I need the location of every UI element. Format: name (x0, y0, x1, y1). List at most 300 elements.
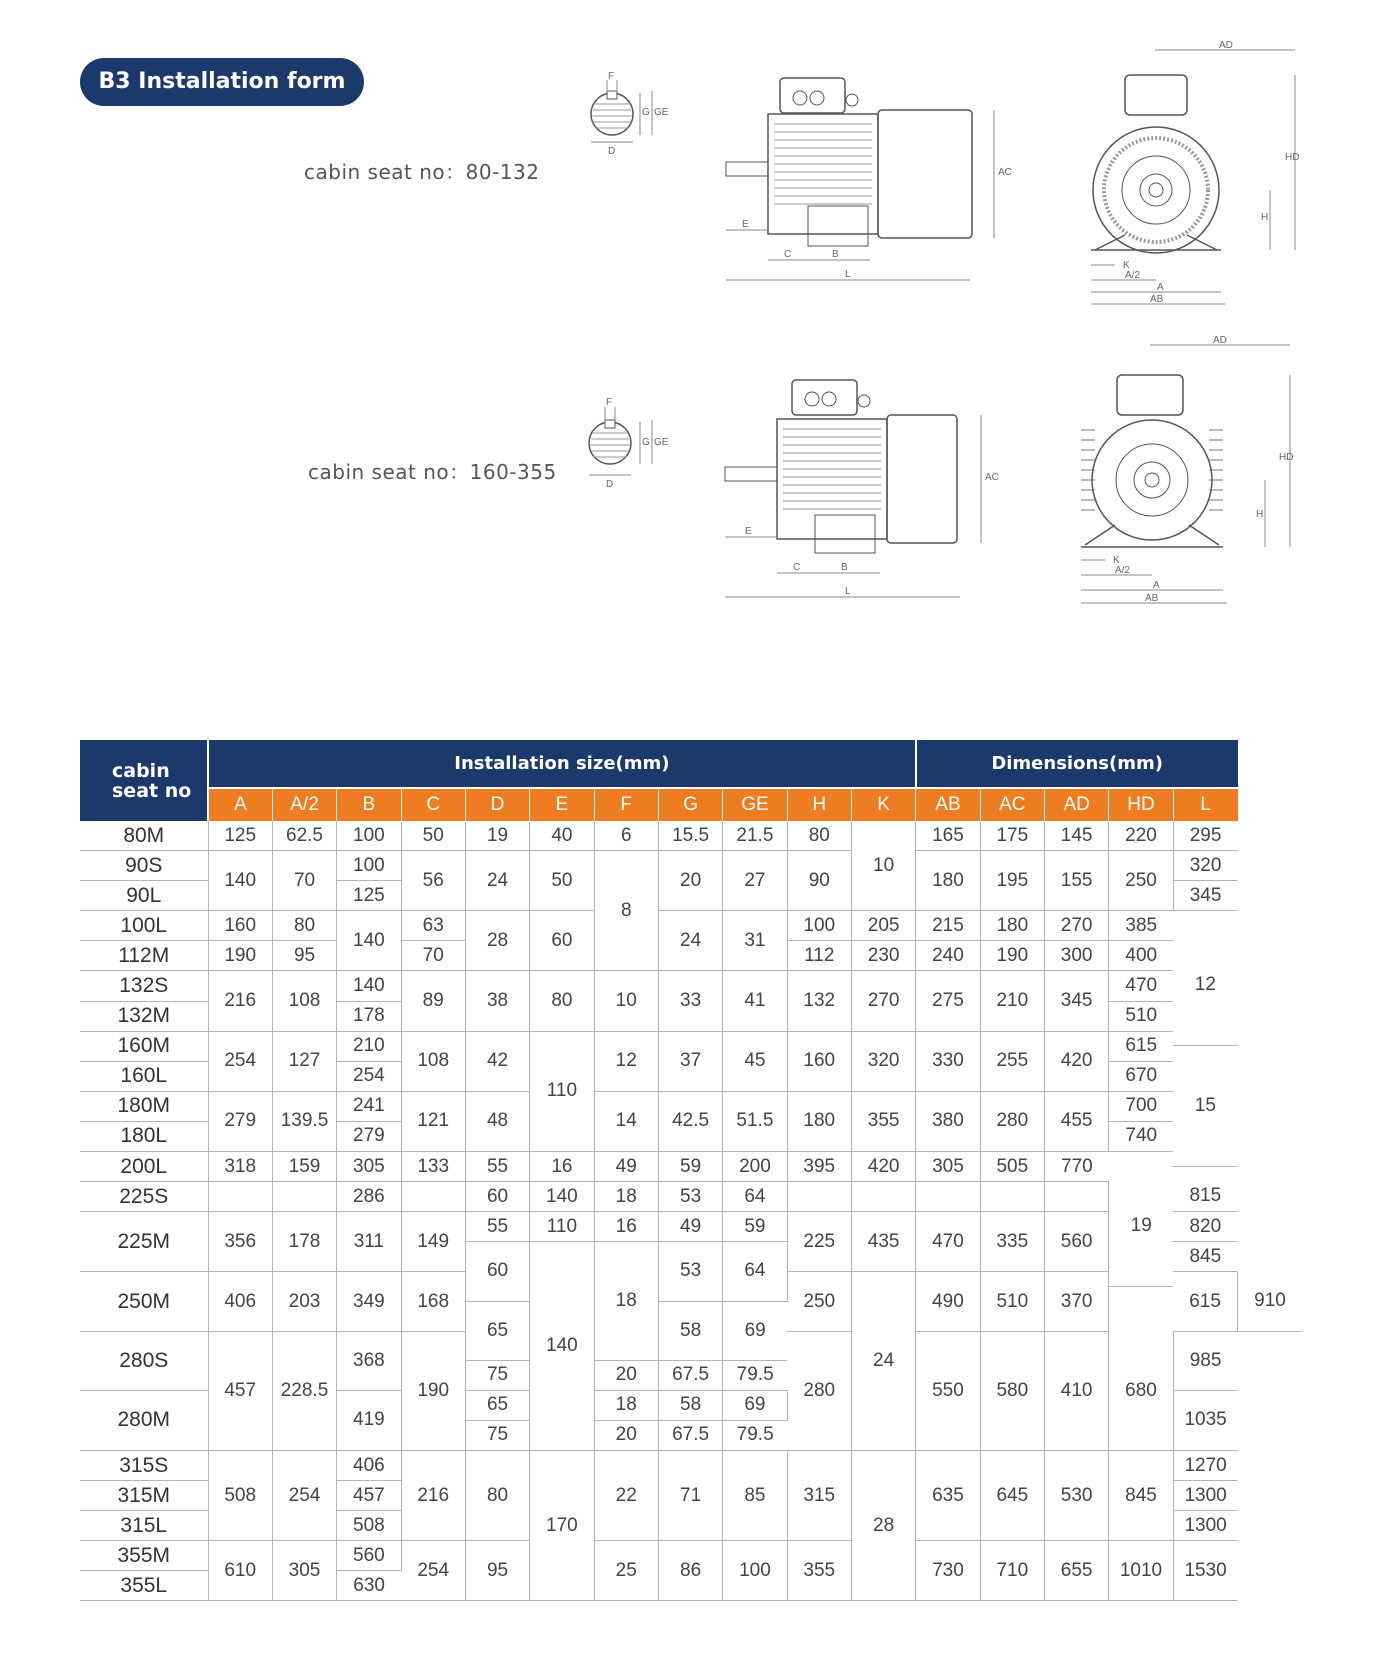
table-cell: 100 (787, 911, 851, 941)
table-cell: 355 (851, 1091, 915, 1151)
table-cell: 1530 (1173, 1541, 1237, 1601)
caption-seat-80-132: cabin seat no：80-132 (304, 160, 540, 184)
table-cell (980, 1182, 1044, 1212)
svg-text:F: F (608, 71, 615, 82)
table-row (80, 851, 1302, 866)
section-title-badge: B3 Installation form (80, 58, 364, 106)
table-cell: 50 (401, 821, 465, 851)
table-cell: 20 (594, 1420, 658, 1450)
table-cell: 730 (916, 1541, 980, 1601)
svg-text:AB: AB (1145, 593, 1159, 604)
table-cell: 71 (658, 1450, 722, 1540)
table-cell: 145 (1044, 821, 1108, 851)
header-dimensions: Dimensions(mm) (916, 740, 1238, 788)
table-cell: 58 (658, 1301, 722, 1360)
table-cell: 406 (208, 1272, 272, 1331)
table-cell: 12 (594, 1031, 658, 1091)
table-cell: 280 (787, 1331, 851, 1450)
table-cell: 28 (851, 1450, 915, 1600)
svg-text:AC: AC (985, 472, 999, 483)
table-cell: 33 (658, 971, 722, 1031)
table-cell: 615 (1173, 1272, 1237, 1331)
table-cell: 56 (401, 851, 465, 911)
table-cell: 295 (1173, 821, 1237, 851)
column-header: GE (723, 788, 787, 821)
table-cell: 22 (594, 1450, 658, 1540)
table-cell: 21.5 (723, 821, 787, 851)
table-cell: 470 (1109, 971, 1173, 1001)
cabin-seat-cell: 355M (80, 1541, 208, 1571)
table-cell: 240 (916, 941, 980, 971)
table-cell: 51.5 (723, 1091, 787, 1151)
motor-side-view-drawing-1 (720, 70, 1020, 290)
cabin-seat-cell: 280S (80, 1331, 208, 1390)
table-cell: 349 (337, 1272, 401, 1331)
table-cell: 125 (208, 821, 272, 851)
table-cell: 560 (1044, 1212, 1108, 1272)
table-cell: 165 (916, 821, 980, 851)
table-cell: 457 (208, 1331, 272, 1450)
table-cell: 1035 (1173, 1390, 1237, 1450)
table-cell: 210 (337, 1031, 401, 1061)
table-cell: 280 (980, 1091, 1044, 1151)
svg-text:E: E (742, 219, 749, 230)
table-cell: 345 (1173, 881, 1237, 911)
table-cell: 59 (723, 1212, 787, 1242)
table-cell: 59 (658, 1152, 722, 1182)
table-cell: 64 (723, 1182, 787, 1212)
table-cell: 100 (337, 821, 401, 851)
table-cell: 80 (465, 1450, 529, 1540)
table-cell: 241 (337, 1091, 401, 1121)
table-cell: 14 (594, 1091, 658, 1151)
cabin-seat-cell: 112M (80, 941, 208, 971)
table-cell: 20 (658, 851, 722, 911)
table-cell: 155 (1044, 851, 1108, 911)
table-cell: 53 (658, 1182, 722, 1212)
table-cell: 75 (465, 1420, 529, 1450)
table-cell: 254 (401, 1541, 465, 1601)
table-cell: 62.5 (272, 821, 336, 851)
svg-text:A: A (1157, 282, 1164, 293)
table-cell: 80 (530, 971, 594, 1031)
table-cell: 645 (980, 1450, 1044, 1540)
table-cell: 355 (787, 1541, 851, 1601)
table-cell: 50 (530, 851, 594, 911)
table-cell: 95 (465, 1541, 529, 1601)
table-cell: 49 (594, 1152, 658, 1182)
table-cell: 140 (530, 1242, 594, 1451)
table-cell: 70 (401, 941, 465, 971)
svg-text:A: A (1153, 580, 1160, 591)
table-cell: 55 (465, 1152, 529, 1182)
column-header: AB (916, 788, 980, 821)
column-header: H (787, 788, 851, 821)
table-cell: 168 (401, 1272, 465, 1331)
svg-text:F: F (606, 397, 613, 408)
table-cell (787, 1182, 851, 1212)
table-cell: 406 (337, 1450, 401, 1480)
svg-text:AC: AC (998, 167, 1012, 178)
table-cell: 470 (916, 1212, 980, 1272)
table-row (80, 1152, 1302, 1167)
table-cell (851, 1182, 915, 1212)
table-cell: 125 (337, 881, 401, 911)
table-cell: 400 (1109, 941, 1173, 971)
table-cell: 270 (851, 971, 915, 1031)
table-cell: 108 (401, 1031, 465, 1091)
cabin-seat-cell: 100L (80, 911, 208, 941)
table-cell: 700 (1109, 1091, 1173, 1121)
table-cell: 550 (916, 1331, 980, 1450)
table-cell: 216 (401, 1450, 465, 1540)
svg-text:C: C (784, 249, 792, 260)
table-cell: 395 (787, 1152, 851, 1182)
table-cell: 24 (465, 851, 529, 911)
table-cell: 70 (272, 851, 336, 911)
table-cell (1044, 1182, 1108, 1212)
table-cell: 318 (208, 1152, 272, 1182)
svg-text:AD: AD (1213, 335, 1227, 346)
table-cell: 305 (272, 1541, 336, 1601)
table-cell: 311 (337, 1212, 401, 1272)
table-cell: 770 (1044, 1152, 1108, 1182)
table-cell: 305 (916, 1152, 980, 1182)
table-cell: 820 (1173, 1212, 1237, 1242)
table-cell: 12 (1173, 925, 1237, 1045)
svg-text:L: L (845, 586, 851, 597)
svg-text:GE: GE (654, 437, 669, 448)
table-cell: 380 (916, 1091, 980, 1151)
cabin-seat-cell: 200L (80, 1152, 208, 1182)
table-cell: 16 (594, 1212, 658, 1242)
table-cell: 420 (1044, 1031, 1108, 1091)
table-cell: 254 (337, 1061, 401, 1091)
table-cell: 28 (465, 911, 529, 971)
table-cell: 60 (465, 1242, 529, 1301)
table-cell: 60 (465, 1182, 529, 1212)
cabin-seat-cell: 315M (80, 1481, 208, 1511)
svg-text:HD: HD (1285, 152, 1300, 163)
table-cell: 37 (658, 1031, 722, 1091)
table-cell: 1010 (1109, 1541, 1173, 1601)
table-cell: 85 (723, 1450, 787, 1540)
shaft-section-drawing-1 (580, 70, 680, 160)
table-cell: 670 (1109, 1061, 1173, 1091)
table-row (80, 1031, 1302, 1046)
table-cell: 178 (337, 1001, 401, 1031)
table-cell: 159 (272, 1152, 336, 1182)
motor-front-view-drawing-2 (1075, 335, 1295, 610)
table-cell: 110 (530, 1031, 594, 1151)
table-cell: 31 (723, 911, 787, 971)
table-cell: 205 (851, 911, 915, 941)
table-cell: 320 (851, 1031, 915, 1091)
cabin-seat-cell: 250M (80, 1272, 208, 1331)
dimension-spec-table (80, 740, 1302, 1601)
table-cell: 160 (787, 1031, 851, 1091)
svg-text:HD: HD (1279, 452, 1294, 463)
svg-text:C: C (793, 562, 801, 573)
table-cell: 710 (980, 1541, 1044, 1601)
table-cell: 630 (337, 1571, 401, 1601)
table-cell: 1270 (1173, 1450, 1237, 1480)
table-cell: 255 (980, 1031, 1044, 1091)
table-cell: 305 (337, 1152, 401, 1182)
table-cell: 615 (1109, 1031, 1173, 1061)
cabin-seat-cell: 132S (80, 971, 208, 1001)
table-row (80, 911, 1302, 926)
table-cell: 110 (530, 1212, 594, 1242)
table-cell: 95 (272, 941, 336, 971)
table-cell: 127 (272, 1031, 336, 1091)
table-cell: 16 (530, 1152, 594, 1182)
table-cell: 220 (1109, 821, 1173, 851)
table-cell: 112 (787, 941, 851, 971)
table-cell: 63 (401, 911, 465, 941)
motor-side-view-drawing-2 (715, 375, 1015, 610)
table-cell: 178 (272, 1212, 336, 1272)
table-cell: 100 (337, 851, 401, 881)
table-cell: 49 (658, 1212, 722, 1242)
table-cell: 140 (337, 911, 401, 971)
svg-text:K: K (1113, 555, 1120, 566)
table-cell: 25 (594, 1541, 658, 1601)
table-row (80, 971, 1302, 986)
table-cell: 225 (787, 1212, 851, 1272)
table-cell: 55 (465, 1212, 529, 1242)
table-cell: 740 (1109, 1121, 1173, 1151)
table-cell: 330 (916, 1031, 980, 1091)
table-cell: 42.5 (658, 1091, 722, 1151)
cabin-seat-cell: 132M (80, 1001, 208, 1031)
cabin-seat-cell: 315S (80, 1450, 208, 1480)
table-cell: 457 (337, 1481, 401, 1511)
column-header: AD (1044, 788, 1108, 821)
table-cell: 203 (272, 1272, 336, 1331)
svg-text:D: D (606, 479, 614, 490)
table-row (80, 1091, 1302, 1106)
table-cell: 53 (658, 1242, 722, 1301)
column-header: F (594, 788, 658, 821)
table-cell: 140 (530, 1182, 594, 1212)
table-cell (916, 1182, 980, 1212)
table-cell: 250 (1109, 851, 1173, 911)
table-cell: 254 (208, 1031, 272, 1091)
table-cell: 24 (658, 911, 722, 971)
table-cell: 175 (980, 821, 1044, 851)
table-row (80, 821, 1302, 836)
table-cell: 80 (787, 821, 851, 851)
svg-text:G: G (642, 107, 650, 118)
table-cell: 20 (594, 1360, 658, 1390)
table-cell: 18 (594, 1182, 658, 1212)
table-cell: 215 (916, 911, 980, 941)
svg-text:B: B (841, 562, 848, 573)
table-cell: 139.5 (272, 1091, 336, 1151)
table-cell: 65 (465, 1390, 529, 1420)
table-cell: 15 (1173, 1046, 1237, 1166)
cabin-seat-cell: 280M (80, 1390, 208, 1450)
svg-text:L: L (845, 269, 851, 280)
table-cell: 279 (337, 1121, 401, 1151)
table-cell: 345 (1044, 971, 1108, 1031)
table-cell: 180 (916, 851, 980, 911)
svg-text:H: H (1256, 509, 1264, 520)
svg-text:B: B (832, 249, 839, 260)
table-cell: 370 (1044, 1272, 1108, 1331)
table-cell: 279 (208, 1091, 272, 1151)
column-header: C (401, 788, 465, 821)
table-cell: 210 (980, 971, 1044, 1031)
table-cell: 368 (337, 1331, 401, 1390)
table-cell: 356 (208, 1212, 272, 1272)
column-header: G (658, 788, 722, 821)
table-cell: 64 (723, 1242, 787, 1301)
table-cell: 510 (1109, 1001, 1173, 1031)
table-cell: 108 (272, 971, 336, 1031)
table-cell: 180 (980, 911, 1044, 941)
column-header: HD (1109, 788, 1173, 821)
table-cell: 320 (1173, 851, 1237, 881)
table-cell: 79.5 (723, 1420, 787, 1450)
table-cell: 160 (208, 911, 272, 941)
table-cell: 508 (337, 1511, 401, 1541)
header-installation-size: Installation size(mm) (208, 740, 916, 788)
cabin-seat-cell: 90S (80, 851, 208, 881)
svg-text:GE: GE (654, 107, 669, 118)
table-cell: 69 (723, 1390, 787, 1420)
table-cell: 1300 (1173, 1511, 1237, 1541)
table-cell: 121 (401, 1091, 465, 1151)
motor-front-view-drawing-1 (1085, 40, 1305, 310)
column-header: K (851, 788, 915, 821)
svg-text:A/2: A/2 (1115, 565, 1131, 576)
table-cell: 190 (208, 941, 272, 971)
column-header: AC (980, 788, 1044, 821)
table-cell: 420 (851, 1152, 915, 1182)
cabin-seat-cell: 90L (80, 881, 208, 911)
table-cell: 19 (465, 821, 529, 851)
table-cell: 86 (658, 1541, 722, 1601)
header-cabin-seat-no: cabin seat no (80, 740, 208, 821)
svg-text:E: E (745, 526, 752, 537)
svg-text:AD: AD (1219, 40, 1233, 51)
table-cell: 505 (980, 1152, 1044, 1182)
table-cell (208, 1182, 272, 1212)
table-cell: 530 (1044, 1450, 1108, 1540)
table-cell: 42 (465, 1031, 529, 1091)
cabin-seat-cell: 180M (80, 1091, 208, 1121)
table-cell: 65 (465, 1301, 529, 1360)
table-cell: 216 (208, 971, 272, 1031)
table-cell: 180 (787, 1091, 851, 1151)
table-cell: 15.5 (658, 821, 722, 851)
svg-text:H: H (1261, 212, 1269, 223)
table-cell: 27 (723, 851, 787, 911)
table-cell: 610 (208, 1541, 272, 1601)
table-cell: 170 (530, 1450, 594, 1600)
table-cell: 149 (401, 1212, 465, 1272)
table-cell: 19 (1109, 1166, 1173, 1286)
table-cell: 41 (723, 971, 787, 1031)
svg-text:A/2: A/2 (1125, 270, 1141, 281)
table-cell: 6 (594, 821, 658, 851)
table-cell: 985 (1173, 1331, 1237, 1390)
table-cell: 8 (594, 851, 658, 971)
table-cell: 89 (401, 971, 465, 1031)
cabin-seat-cell: 180L (80, 1121, 208, 1151)
table-cell: 200 (723, 1152, 787, 1182)
table-cell: 133 (401, 1152, 465, 1182)
table-cell: 635 (916, 1450, 980, 1540)
table-cell: 230 (851, 941, 915, 971)
table-cell: 132 (787, 971, 851, 1031)
table-cell: 190 (980, 941, 1044, 971)
column-header: A (208, 788, 272, 821)
table-cell: 275 (916, 971, 980, 1031)
table-cell: 300 (1044, 941, 1108, 971)
table-cell: 419 (337, 1390, 401, 1450)
table-cell (272, 1182, 336, 1212)
table-cell: 508 (208, 1450, 272, 1540)
table-cell: 228.5 (272, 1331, 336, 1450)
table-cell: 140 (208, 851, 272, 911)
table-cell: 315 (787, 1450, 851, 1540)
table-cell: 1300 (1173, 1481, 1237, 1511)
table-cell: 48 (465, 1091, 529, 1151)
table-cell: 490 (916, 1272, 980, 1331)
table-cell: 910 (1238, 1272, 1303, 1331)
table-cell: 45 (723, 1031, 787, 1091)
table-cell: 254 (272, 1450, 336, 1540)
table-cell (401, 1182, 465, 1212)
table-cell: 410 (1044, 1331, 1108, 1450)
cabin-seat-cell: 160M (80, 1031, 208, 1061)
table-row (80, 1450, 1302, 1465)
table-row (80, 1541, 1302, 1556)
table-cell: 58 (658, 1390, 722, 1420)
column-header: L (1173, 788, 1237, 821)
caption-seat-160-355: cabin seat no：160-355 (308, 460, 557, 484)
table-cell: 10 (594, 971, 658, 1031)
table-cell: 24 (851, 1272, 915, 1451)
table-cell: 79.5 (723, 1360, 787, 1390)
cabin-seat-cell: 315L (80, 1511, 208, 1541)
column-header: E (530, 788, 594, 821)
cabin-seat-cell: 225M (80, 1212, 208, 1272)
table-cell: 510 (980, 1272, 1044, 1331)
column-header: B (337, 788, 401, 821)
table-cell: 75 (465, 1360, 529, 1390)
svg-text:D: D (608, 146, 616, 157)
cabin-seat-cell: 355L (80, 1571, 208, 1601)
table-cell: 18 (594, 1242, 658, 1360)
table-cell: 100 (723, 1541, 787, 1601)
column-header: D (465, 788, 529, 821)
table-cell: 69 (723, 1301, 787, 1360)
column-header: A/2 (272, 788, 336, 821)
cabin-seat-cell: 225S (80, 1182, 208, 1212)
table-cell: 60 (530, 911, 594, 971)
table-cell: 560 (337, 1541, 401, 1571)
table-cell: 40 (530, 821, 594, 851)
table-cell: 18 (594, 1390, 658, 1420)
table-cell: 845 (1173, 1242, 1237, 1272)
table-cell: 80 (272, 911, 336, 941)
table-cell: 655 (1044, 1541, 1108, 1601)
table-cell: 680 (1109, 1331, 1173, 1450)
